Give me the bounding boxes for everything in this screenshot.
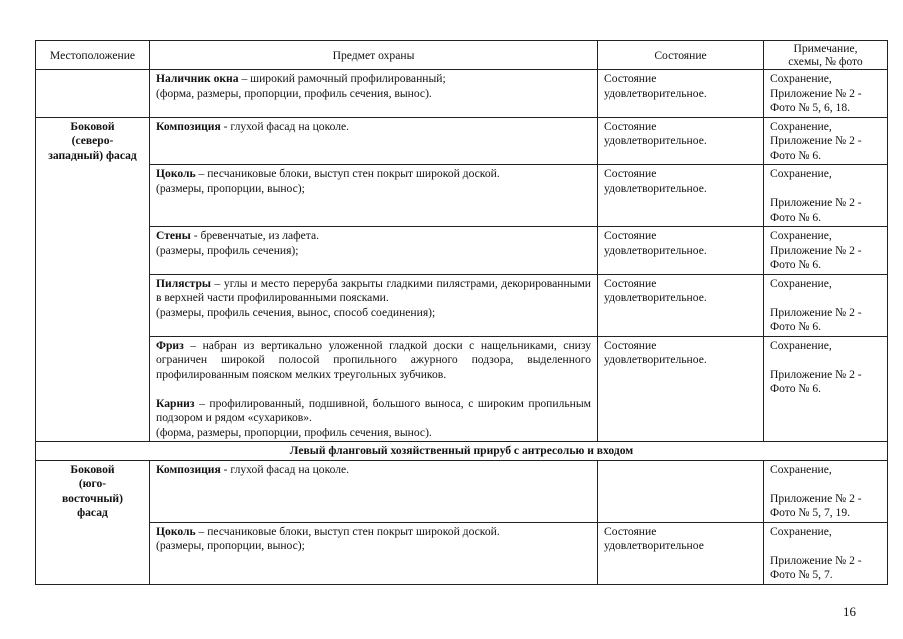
location-cell: [36, 117, 150, 442]
subject-cell: [150, 165, 598, 227]
subject-cell: [150, 274, 598, 336]
subject-desc: - глухой фасад на цоколе.: [220, 119, 350, 133]
header-note-line1: Примечание,: [793, 42, 858, 55]
subject-term: Композиция: [156, 462, 221, 476]
subject-desc: – широкий рамочный профилированный;: [238, 72, 446, 85]
subject-desc: - глухой фасад на цоколе.: [220, 462, 350, 476]
section-title: Левый фланговый хозяйственный прируб с антресолью и входом: [36, 442, 888, 461]
state-line2: удовлетворительное.: [604, 353, 707, 366]
subject-cell: [150, 227, 598, 275]
note-line2: Приложение № 2 -: [770, 553, 862, 567]
table-row: [36, 460, 888, 522]
subject-params: (размеры, профиль сечения, вынос, способ соединения);: [156, 305, 436, 319]
header-note-line2: схемы, № фото: [788, 55, 863, 68]
note-line2: Приложение № 2 -: [770, 243, 862, 257]
subject-params: (форма, размеры, пропорции, профиль сечения, вынос).: [156, 86, 432, 100]
state-line2: удовлетворительное.: [604, 291, 707, 304]
table-row: [36, 165, 888, 227]
protection-table: [35, 40, 888, 585]
state-cell: [598, 117, 764, 165]
location-line2: (юго-: [78, 477, 107, 490]
location-cell: [36, 460, 150, 584]
subject-term: Цоколь: [156, 524, 196, 538]
state-cell: [598, 522, 764, 584]
header-row: [36, 41, 888, 70]
location-line1: Боковой: [70, 462, 115, 476]
header-location: Местоположение: [36, 41, 150, 70]
subject-term: Пилястры: [156, 276, 211, 290]
note-line2: Приложение № 2 -: [770, 305, 862, 319]
subject-desc: - бревенчатые, из лафета.: [190, 229, 320, 242]
state-line2: удовлетворительное.: [604, 134, 707, 147]
note-cell: [764, 522, 888, 584]
note-cell: [764, 274, 888, 336]
subject-params: (размеры, пропорции, вынос);: [156, 181, 305, 195]
table-row: [36, 336, 888, 442]
subject-params: (размеры, профиль сечения);: [156, 243, 299, 257]
location-line3: восточный): [62, 491, 123, 505]
subject-cell: [150, 117, 598, 165]
state-line2: удовлетворительное: [604, 539, 704, 552]
state-cell: [598, 336, 764, 442]
note-cell: [764, 117, 888, 165]
note-line3: Фото № 6.: [770, 258, 822, 271]
state-line1: Состояние: [604, 524, 657, 538]
note-line3: Фото № 6.: [770, 148, 822, 162]
note-line3: Фото № 6.: [770, 320, 822, 333]
subject-params: (размеры, пропорции, вынос);: [156, 539, 305, 552]
subject-term: Стены: [156, 229, 191, 242]
note-line3: Фото № 5, 7, 19.: [770, 506, 851, 519]
state-line1: Состояние: [604, 119, 657, 133]
note-line2: Приложение № 2 -: [770, 367, 862, 381]
note-line2: Приложение № 2 -: [770, 196, 862, 209]
state-line2: удовлетворительное.: [604, 181, 707, 195]
location-line4: фасад: [77, 506, 108, 519]
state-line1: Состояние: [604, 276, 657, 290]
location-line2: (северо-: [71, 134, 114, 147]
note-cell: [764, 165, 888, 227]
subject-term: Композиция: [156, 119, 221, 133]
note-line1: Сохранение,: [770, 338, 832, 352]
subject-term: Наличник окна: [156, 72, 239, 85]
state-line1: Состояние: [604, 338, 657, 352]
subject-cell: [150, 460, 598, 522]
note-line1: Сохранение,: [770, 276, 832, 290]
subject-desc: – песчаниковые блоки, выступ стен покрыт широкой доской.: [195, 167, 500, 180]
subject-term: Фриз: [156, 338, 184, 352]
note-cell: [764, 70, 888, 118]
subject-params: (форма, размеры, пропорции, профиль сечения, вынос).: [156, 425, 432, 439]
header-note: [764, 41, 888, 70]
state-line1: Состояние: [604, 72, 657, 85]
section-row: [36, 442, 888, 461]
state-cell: [598, 227, 764, 275]
note-line3: Фото № 5, 7.: [770, 568, 833, 581]
note-line3: Фото № 6.: [770, 382, 822, 395]
note-line1: Сохранение,: [770, 119, 832, 133]
location-line3: западный) фасад: [48, 148, 137, 162]
subject-desc: – песчаниковые блоки, выступ стен покрыт широкой доской.: [195, 524, 500, 538]
note-line2: Приложение № 2 -: [770, 134, 862, 147]
note-line2: Приложение № 2 -: [770, 86, 862, 100]
subject-term: Цоколь: [156, 167, 196, 180]
subject-cell: [150, 70, 598, 118]
header-subject: Предмет охраны: [150, 41, 598, 70]
note-line1: Сохранение,: [770, 72, 832, 85]
state-line2: удовлетворительное.: [604, 243, 707, 257]
table-row: [36, 117, 888, 165]
note-line3: Фото № 5, 6, 18.: [770, 101, 851, 114]
state-cell: [598, 274, 764, 336]
page-number: 16: [843, 604, 856, 619]
state-line2: удовлетворительное.: [604, 86, 707, 100]
subject-cell: [150, 522, 598, 584]
note-line2: Приложение № 2 -: [770, 491, 862, 505]
table-row: [36, 70, 888, 118]
location-line1: Боковой: [70, 119, 115, 133]
note-line1: Сохранение,: [770, 167, 832, 180]
subject-desc-2: – профилированный, подшивной, большого выноса, с широким пропильным подзором и рядом «сухариков».: [156, 396, 591, 424]
state-line1: Состояние: [604, 167, 657, 180]
note-line3: Фото № 6.: [770, 210, 822, 224]
note-cell: [764, 460, 888, 522]
location-cell: [36, 70, 150, 118]
state-line1: Состояние: [604, 229, 657, 242]
header-state: Состояние: [598, 41, 764, 70]
state-cell: [598, 70, 764, 118]
table-row: [36, 522, 888, 584]
state-cell: [598, 460, 764, 522]
note-line1: Сохранение,: [770, 462, 832, 476]
note-cell: [764, 336, 888, 442]
note-line1: Сохранение,: [770, 229, 832, 242]
subject-desc: – набран из вертикально уложенной гладкой доски с нащельниками, снизу ограничен широкой полосой пропильного ажурного подзора, выделенного профилированным пояском мелких треугольных зубчиков.: [156, 338, 591, 381]
subject-term-2: Карниз: [156, 396, 195, 410]
note-cell: [764, 227, 888, 275]
state-cell: [598, 165, 764, 227]
table-row: [36, 274, 888, 336]
note-line1: Сохранение,: [770, 524, 832, 538]
subject-desc: – углы и место переруба закрыты гладкими пилястрами, декорированными в верхней части профилированными поясками.: [156, 276, 591, 304]
table-row: [36, 227, 888, 275]
subject-cell: [150, 336, 598, 442]
